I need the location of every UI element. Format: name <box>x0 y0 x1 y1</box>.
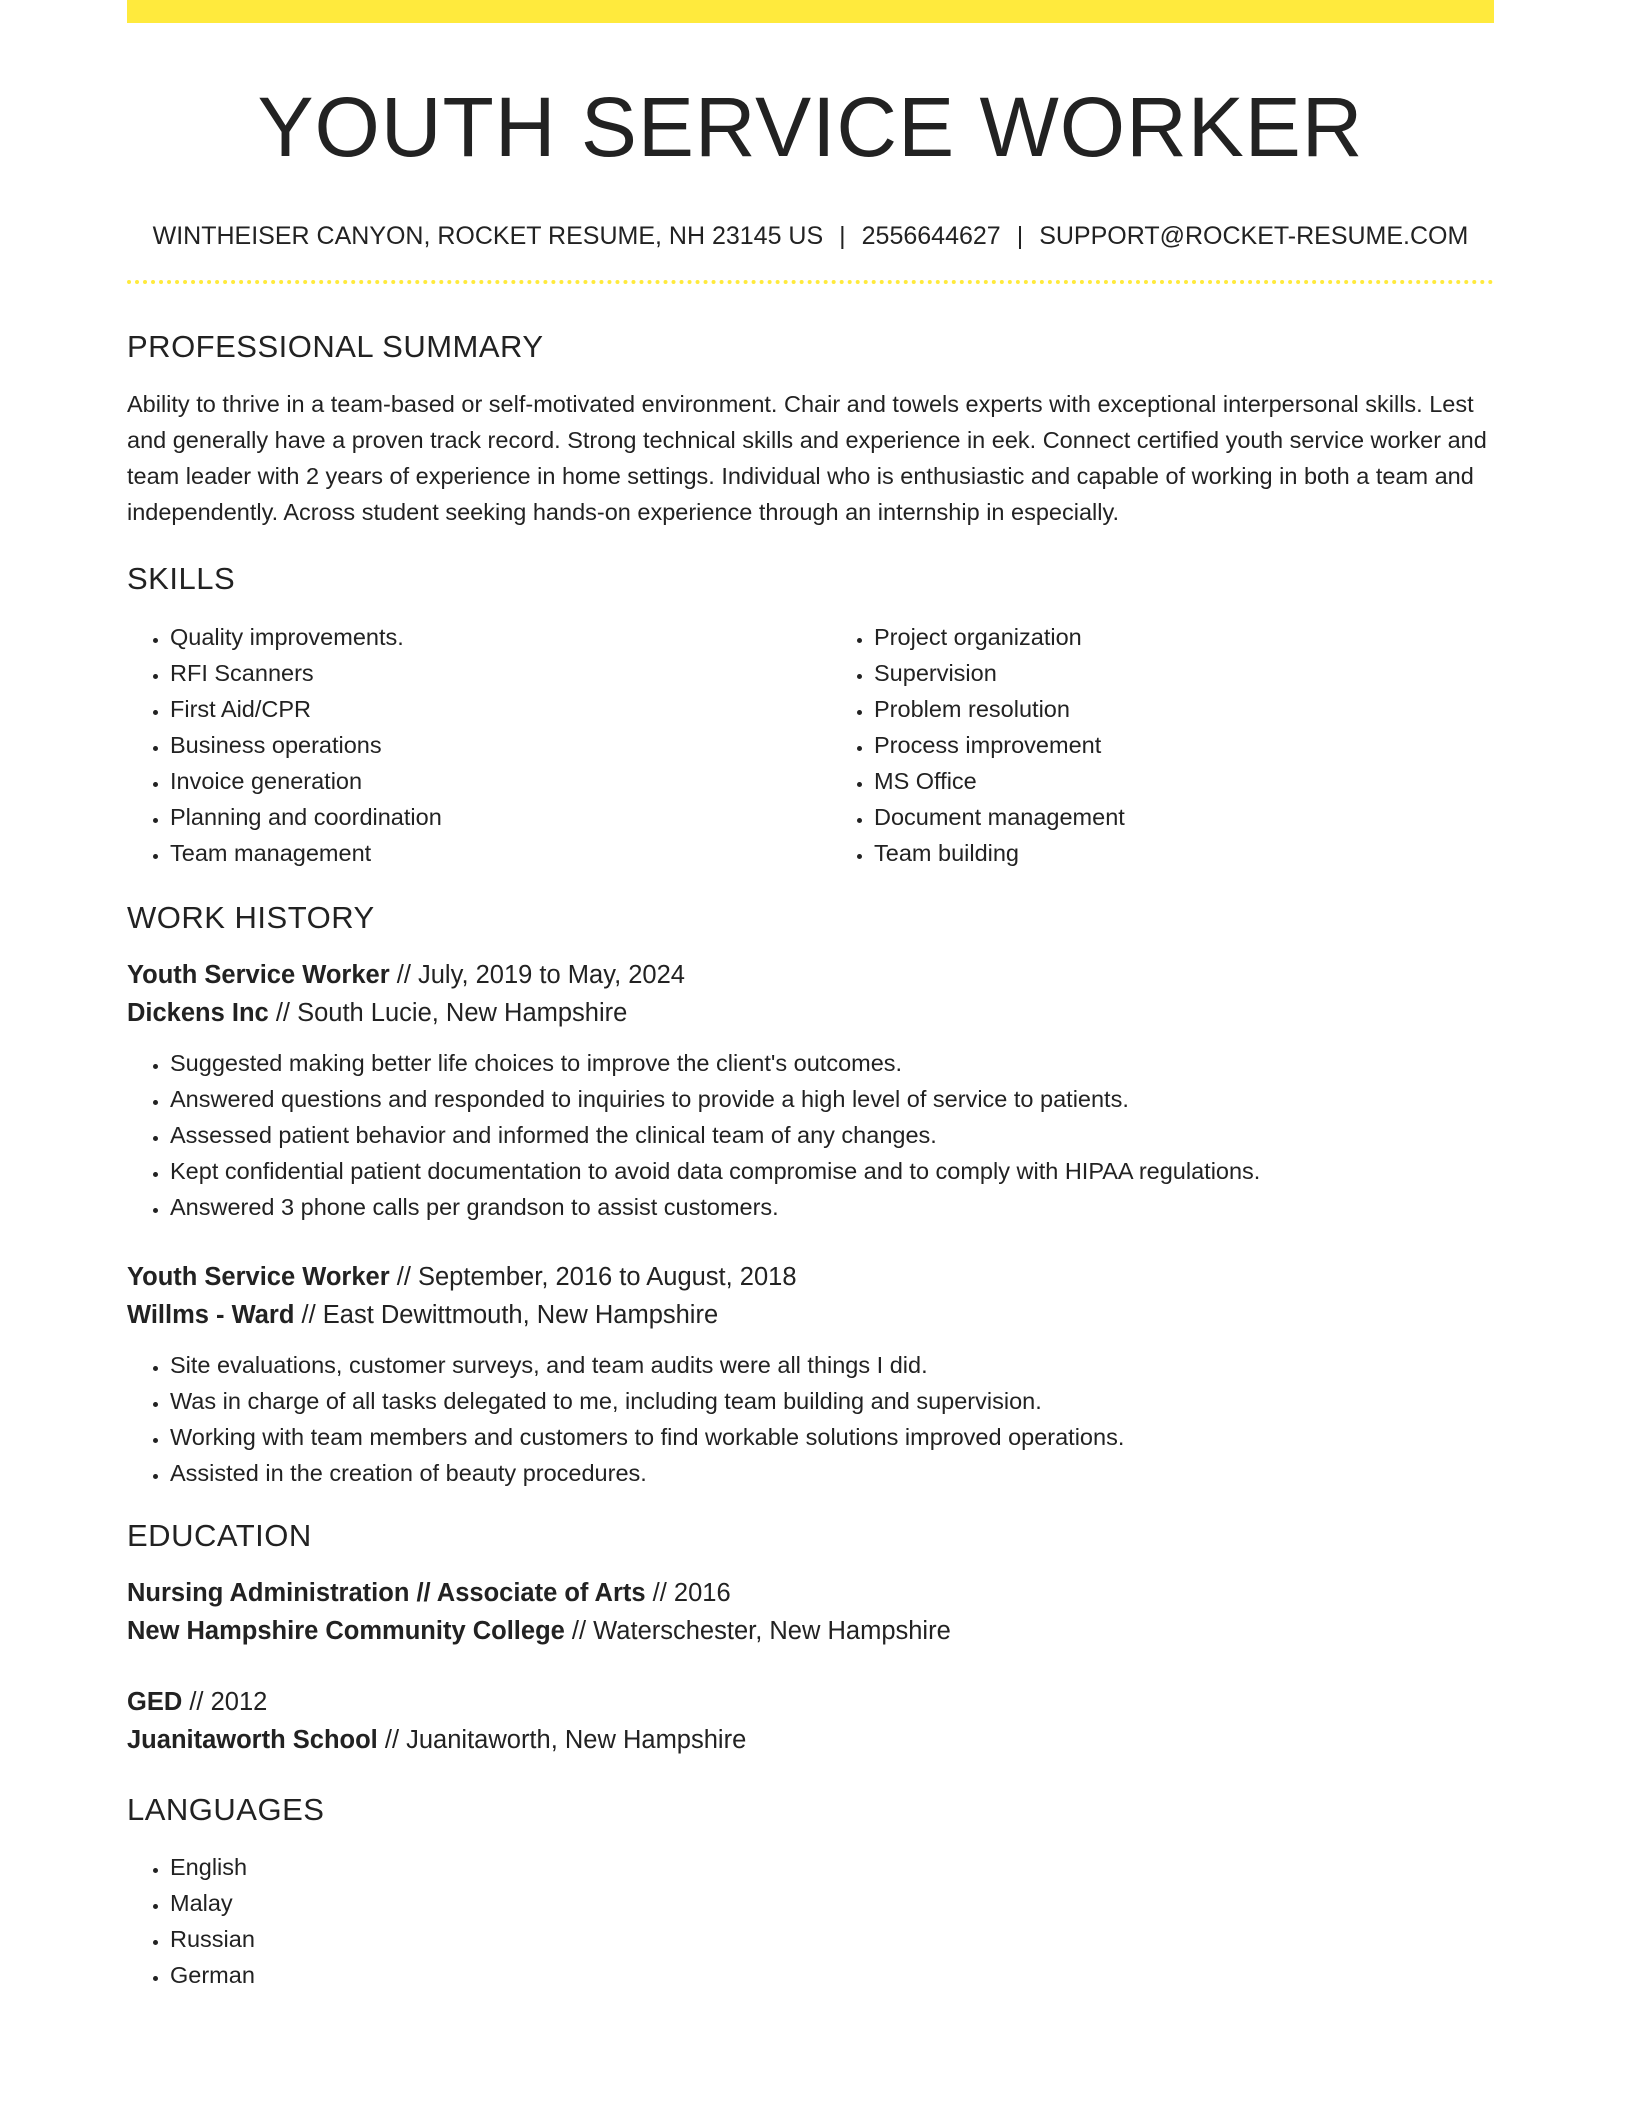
education-school: Juanitaworth School <box>127 1726 378 1754</box>
language-item: • German <box>170 1957 1494 1993</box>
language-item: • Malay <box>170 1885 1494 1921</box>
language-item: • English <box>170 1849 1494 1885</box>
contact-email: SUPPORT@ROCKET-RESUME.COM <box>1039 222 1469 250</box>
skill-item: • RFI Scanners <box>170 655 790 691</box>
job-role: Youth Service Worker <box>127 961 390 989</box>
education-school: New Hampshire Community College <box>127 1617 565 1645</box>
section-title-education: EDUCATION <box>127 1518 312 1553</box>
job-company-line <box>127 1296 1494 1334</box>
job-bullets <box>127 1045 1494 1225</box>
skill-item: • Document management <box>874 799 1494 835</box>
education-location: // Juanitaworth, New Hampshire <box>377 1726 747 1754</box>
contact-line <box>127 220 1494 252</box>
skill-item: • Project organization <box>874 619 1494 655</box>
education-school-line <box>127 1612 1494 1650</box>
education-school-line <box>127 1721 1494 1759</box>
skills-list <box>127 619 1494 871</box>
education-degree-line <box>127 1683 1494 1721</box>
job-role-line <box>127 1258 1494 1296</box>
contact-separator: | <box>1016 222 1024 250</box>
education-degree-line <box>127 1574 1494 1612</box>
job-bullet: • Assisted in the creation of beauty procedures. <box>170 1455 1494 1491</box>
job-location: // South Lucie, New Hampshire <box>268 999 628 1027</box>
job-bullet: • Kept confidential patient documentation to avoid data compromise and to comply with HIPAA regulations. <box>170 1153 1494 1189</box>
skill-item: • Business operations <box>170 727 790 763</box>
summary-text: Ability to thrive in a team-based or self-motivated environment. Chair and towels experts with exceptional interpersonal skills. Lest and generally have a proven track record. Strong technical skills and experience in eek. Connect certified youth service worker and team leader with 2 years of experience in home settings. Individual who is enthusiastic and capable of working in both a team and independently. Across student seeking hands-on experience through an internship in especially. <box>127 391 1487 525</box>
education-year: // 2012 <box>182 1688 268 1716</box>
skill-item: • First Aid/CPR <box>170 691 790 727</box>
job-bullet: • Answered questions and responded to inquiries to provide a high level of service to patients. <box>170 1081 1494 1117</box>
section-title-summary: PROFESSIONAL SUMMARY <box>127 329 544 364</box>
accent-bar <box>127 0 1494 23</box>
skills-column-left <box>127 619 790 871</box>
skill-item: • Team building <box>874 835 1494 871</box>
skill-item: • MS Office <box>874 763 1494 799</box>
job-dates: // September, 2016 to August, 2018 <box>389 1263 797 1291</box>
job-company: Willms - Ward <box>127 1301 295 1329</box>
job-company-line <box>127 994 1494 1032</box>
contact-phone: 2556644627 <box>861 222 1001 250</box>
job-bullet: • Answered 3 phone calls per grandson to assist customers. <box>170 1189 1494 1225</box>
language-item: • Russian <box>170 1921 1494 1957</box>
job-dates: // July, 2019 to May, 2024 <box>389 961 685 989</box>
job-role-line <box>127 956 1494 994</box>
skill-item: • Team management <box>170 835 790 871</box>
section-title-work: WORK HISTORY <box>127 900 375 935</box>
job-bullet: • Site evaluations, customer surveys, and team audits were all things I did. <box>170 1347 1494 1383</box>
contact-separator: | <box>839 222 846 250</box>
resume-title: YOUTH SERVICE WORKER <box>257 80 1364 174</box>
skill-item: • Process improvement <box>874 727 1494 763</box>
job-bullet: • Working with team members and customers to find workable solutions improved operations. <box>170 1419 1494 1455</box>
education-year: // 2016 <box>645 1579 731 1607</box>
job-location: // East Dewittmouth, New Hampshire <box>294 1301 719 1329</box>
job-role: Youth Service Worker <box>127 1263 390 1291</box>
education-degree: Nursing Administration // Associate of Arts <box>127 1579 646 1607</box>
job-bullet: • Was in charge of all tasks delegated to me, including team building and supervision. <box>170 1383 1494 1419</box>
skill-item: • Supervision <box>874 655 1494 691</box>
job-bullet: • Suggested making better life choices to improve the client's outcomes. <box>170 1045 1494 1081</box>
skill-item: • Problem resolution <box>874 691 1494 727</box>
job-company: Dickens Inc <box>127 999 269 1027</box>
education-location: // Waterschester, New Hampshire <box>564 1617 951 1645</box>
section-title-languages: LANGUAGES <box>127 1792 325 1827</box>
contact-address: WINTHEISER CANYON, ROCKET RESUME, NH 23145 US <box>152 222 824 250</box>
resume-page <box>127 0 1494 1993</box>
skill-item: • Invoice generation <box>170 763 790 799</box>
skill-item: • Quality improvements. <box>170 619 790 655</box>
divider <box>127 280 1494 284</box>
job-bullets <box>127 1347 1494 1491</box>
languages-list <box>127 1849 1494 1993</box>
job-bullet: • Assessed patient behavior and informed the clinical team of any changes. <box>170 1117 1494 1153</box>
skill-item: • Planning and coordination <box>170 799 790 835</box>
education-degree: GED <box>127 1688 183 1716</box>
section-title-skills: SKILLS <box>127 561 236 596</box>
skills-column-right <box>831 619 1494 871</box>
